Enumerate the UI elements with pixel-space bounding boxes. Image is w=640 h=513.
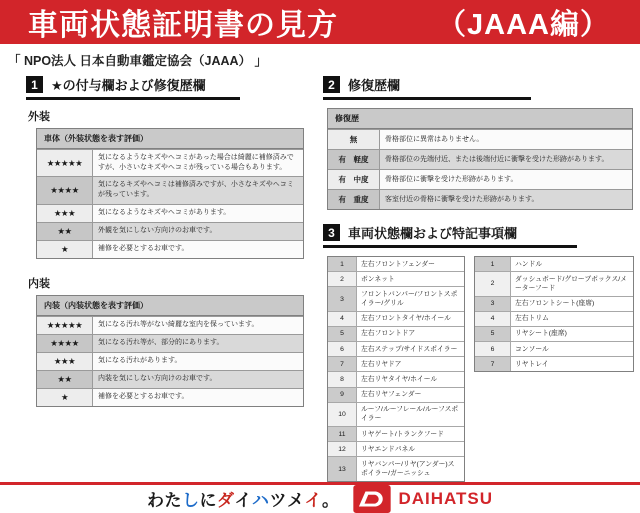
- section1-header: [26, 75, 240, 100]
- part-name: 左右リヤタイヤ/ホイール: [361, 375, 438, 383]
- rating-description: 補修を必要とするお車です。: [98, 244, 189, 252]
- table-row: [37, 316, 303, 334]
- repair-description: 骨格部位に衝撃を受けた形跡があります。: [385, 175, 518, 183]
- repair-grade: 有 中度: [328, 170, 380, 189]
- table-row: [37, 240, 303, 258]
- rating-description: 補修を必要とするお車です。: [98, 392, 189, 400]
- section2-title: 修復歴欄: [348, 78, 401, 93]
- repair-table-header: 修復歴: [328, 109, 632, 129]
- list-item: [475, 296, 633, 311]
- slogan-char: わ: [146, 491, 165, 511]
- title-banner: [0, 0, 640, 44]
- organization-subtitle: 「 NPO法人 日本自動車鑑定協会（JAAA） 」: [8, 54, 268, 68]
- part-number: 9: [328, 388, 357, 402]
- part-number: 5: [328, 327, 357, 341]
- rating-description: 気になる汚れがあります。: [98, 356, 182, 364]
- part-name: リヤゲート/トランクフード: [361, 430, 444, 438]
- rating-description: 内装を気にしない方向けのお車です。: [93, 371, 303, 388]
- table-row: [37, 388, 303, 406]
- list-item: [328, 387, 464, 402]
- part-number: 12: [328, 442, 357, 456]
- part-number: 3: [328, 287, 357, 310]
- part-name: リヤトレイ: [515, 360, 549, 368]
- exterior-parts-list: [327, 256, 465, 482]
- section1-title: ★の付与欄および修復歴欄: [51, 78, 206, 93]
- part-number: 8: [328, 372, 357, 386]
- table-row: [328, 169, 632, 189]
- part-name: リヤエンドパネル: [361, 445, 416, 453]
- rating-description: 気になる汚れ等がない綺麗な室内を保っています。: [98, 320, 259, 328]
- list-item: [475, 341, 633, 356]
- part-number: 6: [475, 342, 511, 356]
- part-number: 5: [475, 327, 511, 341]
- part-number: 13: [328, 457, 357, 480]
- part-name: フロントバンパー/フロントスポイラー/グリル: [361, 290, 458, 308]
- page-edition: （JAAA編）: [437, 8, 610, 41]
- list-item: [475, 311, 633, 326]
- star-rating: ★★★★★: [37, 317, 93, 334]
- slogan-char: に: [199, 491, 217, 511]
- parts-lists: [327, 256, 634, 482]
- section3-header: [323, 223, 577, 248]
- list-item: [328, 356, 464, 371]
- list-item: [475, 356, 633, 371]
- part-number: 4: [328, 312, 357, 326]
- exterior-table-header: 車体（外装状態を表す評価）: [37, 129, 303, 149]
- table-row: [37, 176, 303, 203]
- interior-label: 内装: [28, 277, 50, 290]
- section1-number-badge: 1: [26, 76, 43, 93]
- list-item: [475, 326, 633, 341]
- slogan-char: た: [164, 491, 182, 511]
- part-number: 7: [475, 357, 511, 371]
- list-item: [328, 441, 464, 456]
- page-title: 車両状態証明書の見方: [28, 9, 338, 42]
- star-rating: ★★★★: [37, 335, 93, 352]
- list-item: [328, 426, 464, 441]
- list-item: [328, 371, 464, 386]
- exterior-rating-table: [36, 128, 304, 259]
- star-rating: ★★★: [37, 353, 93, 370]
- slogan-char: イ: [304, 491, 322, 511]
- repair-description: 骨格部位に異常はありません。: [385, 135, 484, 143]
- table-row: [37, 352, 303, 370]
- repair-history-table: [327, 108, 633, 210]
- right-column: [323, 75, 634, 482]
- part-name: ボンネット: [361, 275, 395, 283]
- main-content: [0, 73, 640, 482]
- list-item: [328, 341, 464, 356]
- daihatsu-brand: [353, 485, 493, 513]
- part-name: 左右フロントシート(座席): [515, 300, 595, 308]
- part-number: 2: [328, 272, 357, 286]
- exterior-label: 外装: [28, 111, 50, 123]
- table-row: [37, 334, 303, 352]
- list-item: [475, 271, 633, 295]
- section3-title: 車両状態欄および特記事項欄: [348, 226, 518, 241]
- part-name: 左右フロントタイヤ/ホイール: [361, 315, 451, 323]
- repair-grade: 無: [328, 130, 380, 149]
- section2-number-badge: 2: [323, 76, 340, 93]
- section3-number-badge: 3: [323, 224, 340, 241]
- part-name: リヤバンパー/リヤ(アンダー)スポイラー/ガーニッシュ: [361, 460, 455, 478]
- rating-description: 気になるキズやヘコミは補修済みですが、小さなキズやヘコミが残っています。: [93, 177, 303, 203]
- list-item: [328, 257, 464, 271]
- part-name: 左右リヤフェンダー: [361, 391, 422, 399]
- interior-parts-list: [474, 256, 634, 372]
- footer: [0, 482, 640, 513]
- list-item: [475, 257, 633, 271]
- part-name: ハンドル: [515, 260, 543, 268]
- table-row: [328, 149, 632, 169]
- rating-description: 気になる汚れ等が、部分的にあります。: [93, 335, 303, 352]
- slogan-char: ダ: [216, 491, 235, 511]
- part-name: コンソール: [515, 345, 549, 353]
- slogan-char: し: [181, 491, 200, 511]
- slogan-char: メ: [286, 491, 305, 511]
- repair-description: 客室付近の骨格に衝撃を受けた形跡があります。: [380, 190, 632, 209]
- star-rating: ★★★: [37, 205, 93, 222]
- part-name: 左右ステップ/サイドスポイラー: [361, 345, 458, 353]
- slogan-char: イ: [234, 491, 252, 511]
- star-rating: ★: [37, 389, 93, 406]
- rating-description: 気になるようなキズやヘコミがあった場合は綺麗に補修済みですが、小さいなキズやヘコミが残っている場合もあります。: [98, 154, 294, 172]
- brand-name: DAIHATSU: [398, 488, 494, 508]
- star-rating: ★: [37, 241, 93, 258]
- list-item: [328, 311, 464, 326]
- rating-description: 気になるようなキズやヘコミがあります。: [98, 208, 231, 216]
- part-name: 左右フロントドア: [361, 330, 416, 338]
- interior-rating-table: [36, 295, 304, 407]
- part-name: 左右リヤドア: [361, 360, 402, 368]
- daihatsu-slogan: [147, 486, 340, 511]
- star-rating: ★★★★★: [37, 150, 93, 176]
- part-number: 7: [328, 357, 357, 371]
- part-name: リヤシート(座席): [515, 330, 567, 338]
- table-row: [328, 129, 632, 149]
- part-number: 4: [475, 312, 511, 326]
- repair-grade: 有 軽度: [328, 150, 380, 169]
- list-item: [328, 456, 464, 480]
- part-number: 6: [328, 342, 357, 356]
- slogan-char: 。: [321, 491, 340, 511]
- rating-description: 外観を気にしない方向けのお車です。: [93, 223, 303, 240]
- part-name: ルーフ/ルーフレール/ルーフスポイラー: [361, 406, 459, 423]
- interior-table-header: 内装（内装状態を表す評価）: [37, 296, 303, 316]
- part-number: 11: [328, 427, 357, 441]
- section2-header: [323, 75, 531, 100]
- table-row: [37, 370, 303, 388]
- part-number: 1: [328, 257, 357, 271]
- list-item: [328, 326, 464, 341]
- table-row: [37, 222, 303, 240]
- daihatsu-logo-icon: [353, 485, 391, 513]
- repair-description: 骨格部位の先端付近、または後端付近に衝撃を受けた形跡があります。: [380, 150, 632, 169]
- list-item: [328, 286, 464, 310]
- part-number: 3: [475, 297, 511, 311]
- repair-grade: 有 重度: [328, 190, 380, 209]
- part-name: ダッシュボード/グローブボックス/メーターフード: [515, 275, 627, 292]
- star-rating: ★★: [37, 223, 93, 240]
- table-row: [37, 149, 303, 176]
- list-item: [328, 402, 464, 426]
- table-row: [328, 189, 632, 209]
- part-number: 1: [475, 257, 511, 271]
- star-rating: ★★: [37, 371, 93, 388]
- slogan-char: ツ: [269, 491, 287, 511]
- part-name: 左右フロントフェンダー: [361, 260, 435, 268]
- slogan-char: ハ: [251, 491, 270, 511]
- part-number: 2: [475, 272, 511, 295]
- part-number: 10: [328, 403, 357, 426]
- list-item: [328, 271, 464, 286]
- part-name: 左右トリム: [515, 315, 549, 323]
- left-column: [26, 75, 305, 482]
- star-rating: ★★★★: [37, 177, 93, 203]
- table-row: [37, 204, 303, 222]
